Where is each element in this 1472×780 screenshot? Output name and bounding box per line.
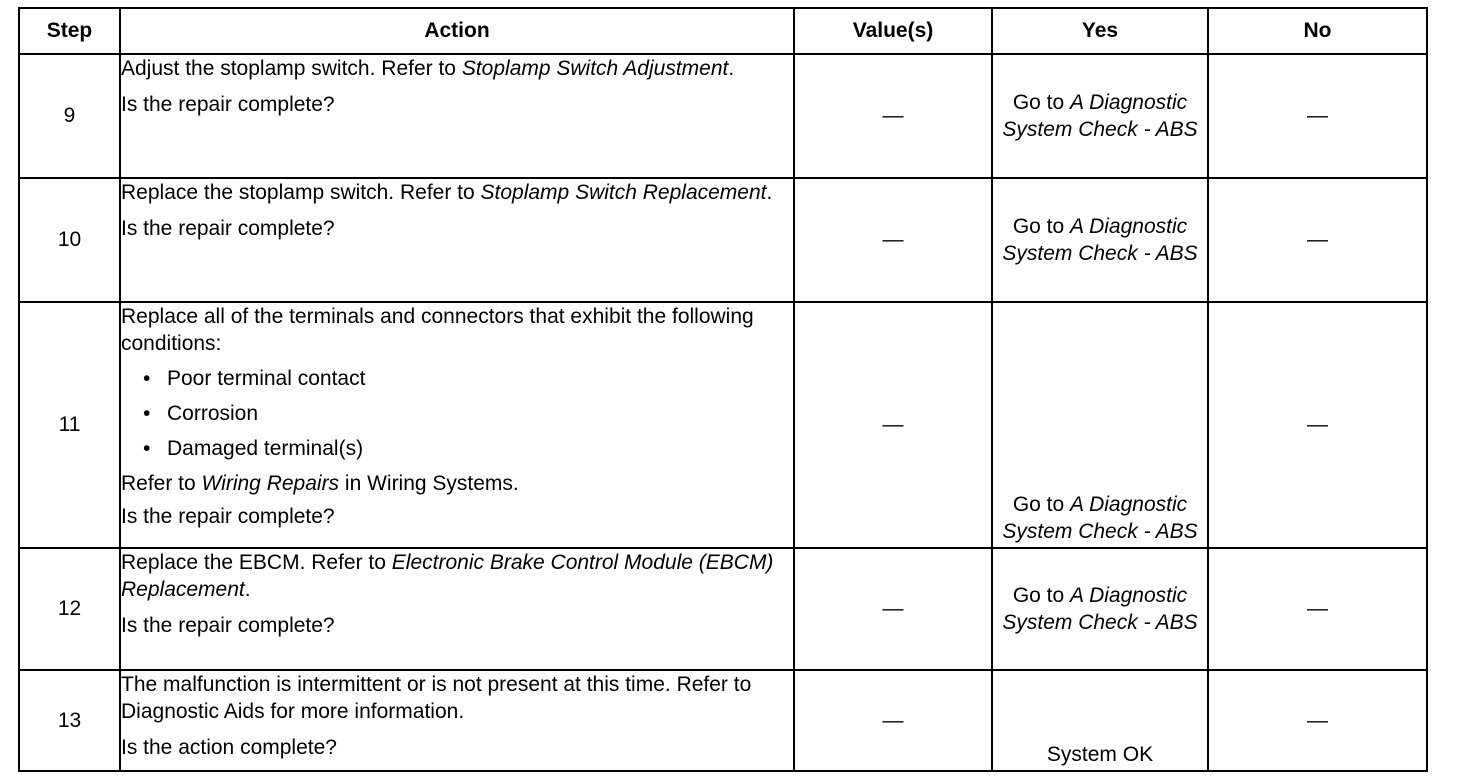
action-question: Is the repair complete? xyxy=(121,93,335,116)
action-reference: Refer to Wiring Repairs in Wiring Systems. xyxy=(121,472,519,495)
action-cell xyxy=(120,670,794,771)
reference-link: Stoplamp Switch Adjustment xyxy=(461,57,729,80)
yes-cell: Go to A Diagnostic System Check - ABS xyxy=(992,54,1208,178)
value-cell: — xyxy=(794,670,992,771)
table-row xyxy=(19,670,1427,771)
action-cell xyxy=(120,548,794,670)
table-row xyxy=(19,178,1427,302)
table-row xyxy=(19,548,1427,670)
reference-link: Wiring Repairs xyxy=(201,472,340,495)
yes-reference: A Diagnostic System Check - ABS xyxy=(1002,215,1198,265)
step-number: 12 xyxy=(19,548,120,670)
no-cell: — xyxy=(1208,302,1427,548)
step-number: 13 xyxy=(19,670,120,771)
list-item: • Damaged terminal(s) xyxy=(143,435,793,462)
condition-list xyxy=(121,365,793,462)
action-cell xyxy=(120,178,794,302)
value-cell: — xyxy=(794,548,992,670)
header-step: Step xyxy=(19,8,120,54)
yes-reference: A Diagnostic System Check - ABS xyxy=(1002,584,1198,634)
table-row xyxy=(19,302,1427,548)
step-number: 11 xyxy=(19,302,120,548)
step-number: 9 xyxy=(19,54,120,178)
value-cell: — xyxy=(794,178,992,302)
action-instruction: Adjust the stoplamp switch. Refer to Stoplamp Switch Adjustment. xyxy=(121,57,735,80)
action-cell xyxy=(120,302,794,548)
yes-cell: Go to A Diagnostic System Check - ABS xyxy=(992,178,1208,302)
table-row xyxy=(19,54,1427,178)
header-row xyxy=(19,8,1427,54)
diagnostic-table xyxy=(18,7,1428,772)
yes-cell: System OK xyxy=(992,670,1208,771)
action-instruction: Replace the stoplamp switch. Refer to Stoplamp Switch Replacement. xyxy=(121,181,773,204)
yes-cell: Go to A Diagnostic System Check - ABS xyxy=(992,548,1208,670)
no-cell: — xyxy=(1208,670,1427,771)
step-number: 10 xyxy=(19,178,120,302)
no-cell: — xyxy=(1208,178,1427,302)
reference-link: Stoplamp Switch Replacement xyxy=(480,181,767,204)
yes-reference: A Diagnostic System Check - ABS xyxy=(1002,91,1198,141)
action-question: Is the repair complete? xyxy=(121,614,335,637)
action-question: Is the repair complete? xyxy=(121,217,335,240)
header-values: Value(s) xyxy=(794,8,992,54)
header-no: No xyxy=(1208,8,1427,54)
action-question: Is the action complete? xyxy=(121,736,337,759)
list-item: • Poor terminal contact xyxy=(143,365,793,392)
action-cell xyxy=(120,54,794,178)
yes-cell: Go to A Diagnostic System Check - ABS xyxy=(992,302,1208,548)
action-instruction: Replace all of the terminals and connectors that exhibit the following conditions: xyxy=(121,305,754,355)
reference-link: Electronic Brake Control Module (EBCM) Replacement xyxy=(121,551,774,601)
action-question: Is the repair complete? xyxy=(121,505,335,528)
header-action: Action xyxy=(120,8,794,54)
yes-reference: A Diagnostic System Check - ABS xyxy=(1002,493,1198,543)
action-instruction: The malfunction is intermittent or is not present at this time. Refer to Diagnostic Aids for more information. xyxy=(121,673,752,723)
action-instruction: Replace the EBCM. Refer to Electronic Brake Control Module (EBCM) Replacement. xyxy=(121,551,774,601)
value-cell: — xyxy=(794,302,992,548)
value-cell: — xyxy=(794,54,992,178)
no-cell: — xyxy=(1208,54,1427,178)
list-item: • Corrosion xyxy=(143,400,793,427)
no-cell: — xyxy=(1208,548,1427,670)
header-yes: Yes xyxy=(992,8,1208,54)
